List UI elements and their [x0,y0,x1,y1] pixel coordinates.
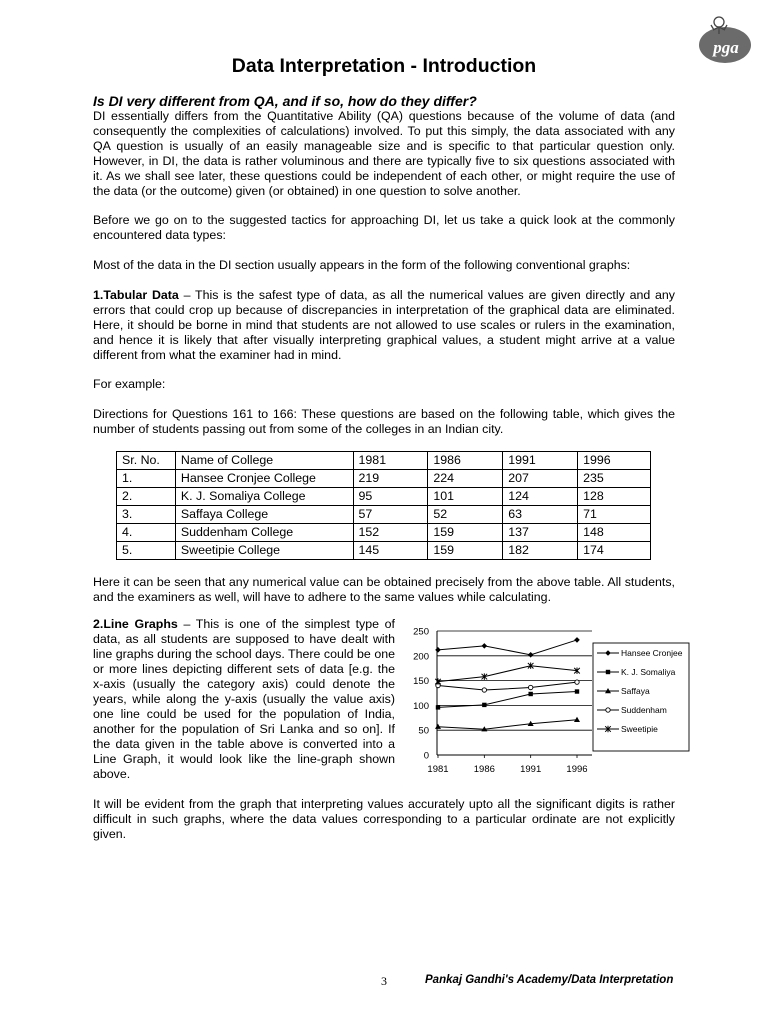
table-cell: 124 [503,488,578,506]
series-line [438,720,577,729]
table-cell: 2. [117,488,176,506]
table-header-cell: Sr. No. [117,452,176,470]
x-tick-label: 1991 [520,764,542,775]
legend-box [593,643,689,751]
paragraph-conventional-graphs: Most of the data in the DI section usually appears in the form of the following conventional graphs: [93,258,631,272]
table-cell: 71 [578,506,651,524]
y-tick-label: 100 [413,700,429,712]
x-tick-label: 1996 [566,764,588,775]
data-point [528,652,534,658]
data-point [435,647,441,653]
data-point [574,717,580,722]
paragraph-tabular-data [93,288,675,363]
data-point [482,688,486,692]
tabular-body: – This is the safest type of data, as all the numerical values are given directly and any errors that could crop up because of discrepancies in interpretation of the graphical data are eliminated. Here, it should be borne in mind that students are not allowed to use scales or rulers in the examination, and hence it is likely that after visually interpreting graphical values, a student might arrive at a value different from what the examiner had in mind. [93,288,675,362]
table-cell: 5. [117,542,176,560]
legend-label: K. J. Somaliya [621,667,676,677]
table-cell: 4. [117,524,176,542]
table-cell: Suddenham College [175,524,353,542]
data-point [435,724,441,729]
paragraph-for-example: For example: [93,377,166,391]
table-cell: 3. [117,506,176,524]
x-tick-label: 1986 [473,764,495,775]
legend-marker [606,708,610,712]
footer-text: Pankaj Gandhi's Academy/Data Interpretation [425,974,674,986]
table-cell: Hansee Cronjee College [175,470,353,488]
logo-text: pga [713,38,739,57]
table-row [117,488,651,506]
paragraph-directions: Directions for Questions 161 to 166: These questions are based on the following table, which gives the number of students passing out from some of the colleges in an Indian city. [93,407,675,436]
table-cell: 57 [353,506,428,524]
table-cell: 137 [503,524,578,542]
data-point [528,692,532,696]
table-cell: Saffaya College [175,506,353,524]
legend-label: Saffaya [621,686,650,696]
table-row [117,542,651,560]
series-line [438,666,577,682]
legend-marker [606,670,610,674]
table-cell: 152 [353,524,428,542]
data-point [482,703,486,707]
series-line [438,682,577,690]
table-header-cell: 1996 [578,452,651,470]
series-line [438,640,577,655]
paragraph-line-graphs [93,617,395,782]
table-cell: Sweetipie College [175,542,353,560]
data-point [574,637,580,643]
table-header-cell: 1991 [503,452,578,470]
table-cell: 101 [428,488,503,506]
logo-figure-head [714,17,724,27]
x-tick-label: 1981 [427,764,449,775]
table-header-cell: 1981 [353,452,428,470]
legend-label: Suddenham [621,705,667,715]
table-row [117,470,651,488]
section-subtitle: Is DI very different from QA, and if so, how do they differ? [93,93,477,109]
data-point [575,689,579,693]
table-row [117,506,651,524]
page-title: Data Interpretation - Introduction [231,55,537,77]
table-cell: K. J. Somaliya College [175,488,353,506]
paragraph-di-vs-qa: DI essentially differs from the Quantitative Ability (QA) questions because of the volume of data (and consequently the complexities of calculations) involved. To put this simply, the data associated with any QA question is usually of an easily manageable size and is specific to that particular question only. However, in DI, the data is rather voluminous and there are typically five to six questions associated with it. As we shall see later, these questions could be independent of each other, or might require the use of the data (or the outcome) given (or obtained) in one question to solve another. [93,109,675,198]
y-tick-label: 50 [418,725,429,737]
paragraph-conclusion: It will be evident from the graph that interpreting values accurately upto all the significant digits is rather difficult in such graphs, where the data values corresponding to a particular ordinate are not explicitly given. [93,797,675,841]
paragraph-table-precision: Here it can be seen that any numerical value can be obtained precisely from the above table. All students, and the examiners as well, will have to adhere to the same values while calculating. [93,575,675,604]
data-point [528,685,532,689]
data-point [436,705,440,709]
data-point [482,643,488,649]
table-cell: 174 [578,542,651,560]
paragraph-data-types: Before we go on to the suggested tactics for approaching DI, let us take a quick look at the commonly encountered data types: [93,213,675,242]
y-tick-label: 0 [423,750,429,762]
table-cell: 1. [117,470,176,488]
table-cell: 52 [428,506,503,524]
table-header-cell: Name of College [175,452,353,470]
college-table [116,451,651,560]
table-cell: 63 [503,506,578,524]
table-cell: 219 [353,470,428,488]
table-cell: 207 [503,470,578,488]
table-cell: 95 [353,488,428,506]
table-cell: 224 [428,470,503,488]
line-chart [400,622,690,782]
table-header-cell: 1986 [428,452,503,470]
y-tick-label: 150 [413,676,429,688]
table-cell: 159 [428,524,503,542]
table-cell: 128 [578,488,651,506]
legend-label: Sweetipie [621,724,658,734]
y-tick-label: 250 [413,626,429,638]
table-cell: 159 [428,542,503,560]
line-graphs-heading: 2.Line Graphs [93,617,178,631]
line-graphs-body: – This is one of the simplest type of data, as all students are supposed to have dealt with line graphs during the school days. There could be one or more lines depicting different sets of data [e.g. the x-axis (usually the category axis) could denote the years, while along the y-axis (usually the value axis) one line could be used for the population of India, another for the population of Sri Lanka and so on]. If the data given in the table above is converted into a Line Graph, it would look like the line-graph shown above. [93,617,395,781]
table-cell: 182 [503,542,578,560]
data-point [575,680,579,684]
table-cell: 235 [578,470,651,488]
table-cell: 148 [578,524,651,542]
table-header-row [117,452,651,470]
tabular-heading: 1.Tabular Data [93,288,179,302]
y-tick-label: 200 [413,651,429,663]
page-number: 3 [381,974,387,988]
legend-label: Hansee Cronjee [621,648,683,658]
table-row [117,524,651,542]
table-cell: 145 [353,542,428,560]
